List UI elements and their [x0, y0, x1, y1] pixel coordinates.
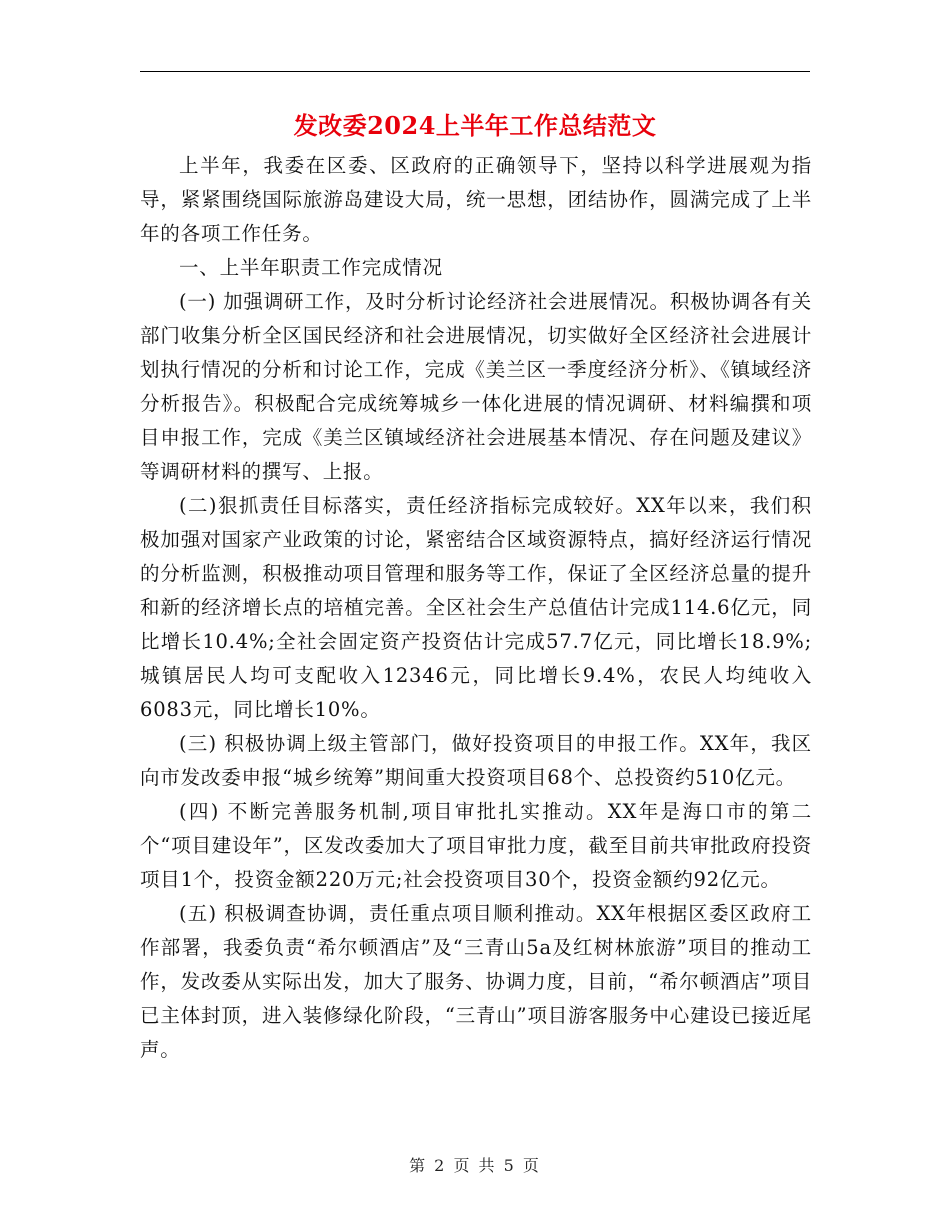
paragraph-item-1: (一) 加强调研工作，及时分析讨论经济社会进展情况。积极协调各有关部门收集分析全区国民经济和社会进展情况，切实做好全区经济社会进展计划执行情况的分析和讨论工作，完成《美兰区一季度经济分析》、《镇域经济分析报告》。积极配合完成统筹城乡一体化进展的情况调研、材料编撰和项目申报工作，完成《美兰区镇域经济社会进展基本情况、存在问题及建议》等调研材料的撰写、上报。 [140, 290, 812, 483]
page-number: 第 2 页 共 5 页 [409, 1156, 541, 1175]
paragraph-item-3: (三) 积极协调上级主管部门，做好投资项目的申报工作。XX年，我区向市发改委申报“城乡统筹”期间重大投资项目68个、总投资约510亿元。 [140, 732, 812, 789]
document-title: 发改委2024上半年工作总结范文 [293, 111, 657, 140]
paragraph-item-4: (四) 不断完善服务机制,项目审批扎实推动。XX年是海口市的第二个“项目建设年”，区发改委加大了项目审批力度，截至目前共审批政府投资项目1个，投资金额220万元;社会投资项目30个，投资金额约92亿元。 [140, 800, 812, 891]
section-heading: 一、上半年职责工作完成情况 [179, 256, 443, 279]
paragraph-intro: 上半年，我委在区委、区政府的正确领导下，坚持以科学进展观为指导，紧紧围绕国际旅游岛建设大局，统一思想，团结协作，圆满完成了上半年的各项工作任务。 [140, 154, 812, 245]
document-body [140, 149, 812, 1067]
paragraph-item-5: (五) 积极调查协调，责任重点项目顺利推动。XX年根据区委区政府工作部署，我委负责“希尔顿酒店”及“三青山5a及红树林旅游”项目的推动工作，发改委从实际出发，加大了服务、协调力度，目前，“希尔顿酒店”项目已主体封顶，进入装修绿化阶段，“三青山”项目游客服务中心建设已接近尾声。 [140, 902, 812, 1061]
paragraph-item-2: (二)狠抓责任目标落实，责任经济指标完成较好。XX年以来，我们积极加强对国家产业政策的讨论，紧密结合区域资源特点，搞好经济运行情况的分析监测，积极推动项目管理和服务等工作，保证了全区经济总量的提升和新的经济增长点的培植完善。全区社会生产总值估计完成114.6亿元，同比增长10.4%;全社会固定资产投资估计完成57.7亿元，同比增长18.9%;城镇居民人均可支配收入12346元，同比增长9.4%，农民人均纯收入6083元，同比增长10%。 [140, 494, 812, 721]
header-rule [140, 71, 810, 72]
